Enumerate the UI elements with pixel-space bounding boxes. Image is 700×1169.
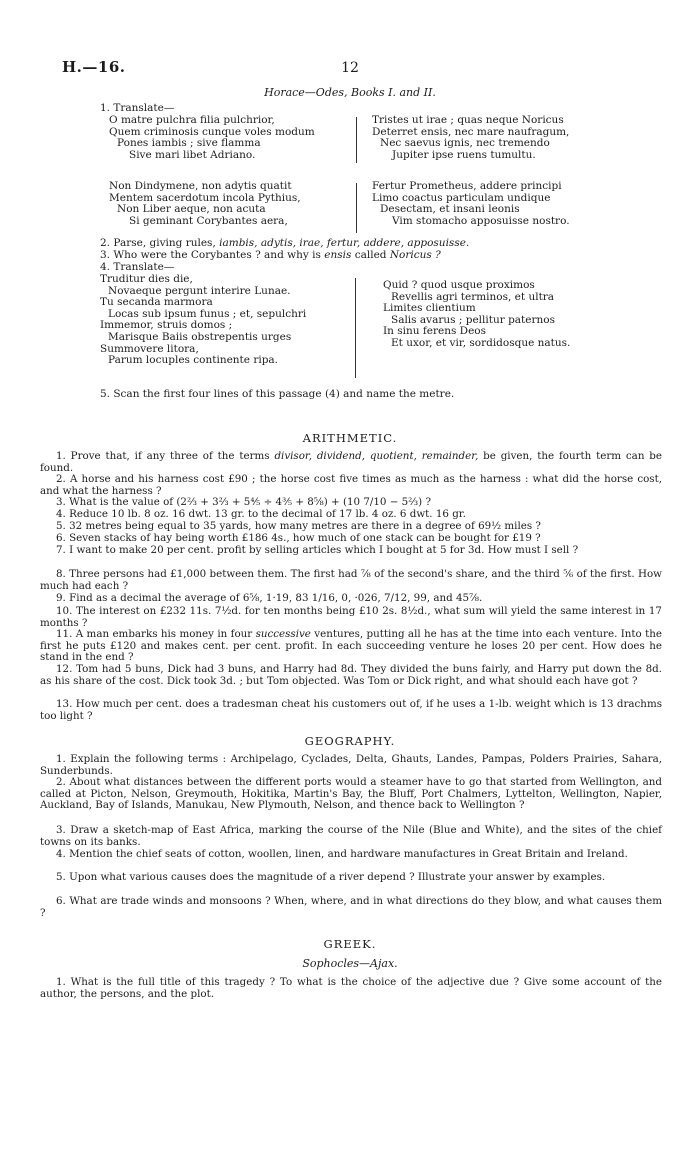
verse-line: Marisque Baiis obstrepentis urges xyxy=(108,330,292,343)
verse-line: Non Liber aeque, non acuta xyxy=(117,203,266,216)
arithmetic-q5: 5. 32 metres being equal to 35 yards, how many metres are there in a degree of 69½ miles ? xyxy=(56,520,541,532)
geography-q3: 3. Draw a sketch-map of East Africa, marking the course of the Nile (Blue and White), and the sites of the chief towns on its banks. xyxy=(40,824,662,848)
latin-stanza1-right xyxy=(372,115,612,161)
column-divider xyxy=(356,117,357,163)
verse-line: Desectam, et insani leonis xyxy=(380,203,520,216)
arithmetic-q13: 13. How much per cent. does a tradesman cheat his customers out of, if he uses a 1-lb. weight which is 13 drachms too light ? xyxy=(40,698,662,722)
geography-q6: 6. What are trade winds and monsoons ? When, where, and in what directions do they blow, and what causes them ? xyxy=(40,895,662,919)
latin-q5: 5. Scan the first four lines of this passage (4) and name the metre. xyxy=(100,388,455,400)
latin-stanza2-left xyxy=(109,181,349,227)
geography-q4: 4. Mention the chief seats of cotton, woollen, linen, and hardware manufactures in Great Britain and Ireland. xyxy=(56,848,628,860)
arithmetic-q12: 12. Tom had 5 buns, Dick had 3 buns, and Harry had 8d. They divided the buns fairly, and Harry put down the 8d. as his share of the cost. Dick took 3d. ; but Tom objected. Was Tom or Dick right, and what should each have got ? xyxy=(40,663,662,687)
arithmetic-q3: 3. What is the value of (2⅔ + 3⅔ + 5⅘ ÷ 4⅗ + 8⅝) + (10 7/10 − 5⅔) ? xyxy=(56,496,431,508)
page-number: 12 xyxy=(341,60,359,76)
verse-line: Non Dindymene, non adytis quatit xyxy=(109,180,292,192)
verse-line: Deterret ensis, nec mare naufragum, xyxy=(372,125,570,138)
greek-q1: 1. What is the full title of this tragedy ? To what is the choice of the adjective due ? Give some account of the author, the persons, and the plot. xyxy=(40,976,662,1000)
arithmetic-heading: ARITHMETIC. xyxy=(302,431,398,445)
arithmetic-q9: 9. Find as a decimal the average of 6⅝, 1·19, 83 1/16, 0, ·026, 7/12, 99, and 45⅞. xyxy=(56,592,483,604)
verse-line: Locas sub ipsum funus ; et, sepulchri xyxy=(108,307,307,320)
verse-line: Immemor, struis domos ; xyxy=(100,319,233,332)
geography-heading: GEOGRAPHY. xyxy=(304,734,396,748)
arithmetic-q7: 7. I want to make 20 per cent. profit by selling articles which I bought at 5 for 3d. How must I sell ? xyxy=(56,544,579,556)
verse-line: O matre pulchra filia pulchrior, xyxy=(109,114,275,126)
latin-q1-label: 1. Translate— xyxy=(100,102,175,114)
arithmetic-q10: 10. The interest on £232 11s. 7½d. for ten months being £10 2s. 8½d., what sum will yield the same interest in 17 months ? xyxy=(40,605,662,629)
latin-stanza1-left xyxy=(109,115,349,161)
verse-line: Parum locuples continente ripa. xyxy=(108,354,279,367)
arithmetic-q11: 11. A man embarks his money in four successive ventures, putting all he has at the time into each venture. Into the first he puts £120 and makes cent. per cent. profit. In each succeeding venture he loses 20 per cent. How does he stand in the end ? xyxy=(40,628,662,663)
latin-subtitle: Horace—Odes, Books I. and II. xyxy=(264,86,436,99)
verse-line: Quid ? quod usque proximos xyxy=(383,279,535,291)
verse-line: Revellis agri terminos, et ultra xyxy=(391,290,555,303)
geography-q5: 5. Upon what various causes does the magnitude of a river depend ? Illustrate your answer by examples. xyxy=(56,871,606,883)
verse-line: Quem criminosis cunque voles modum xyxy=(109,125,315,138)
latin-stanza3-right xyxy=(383,280,643,350)
verse-line: Fertur Prometheus, addere principi xyxy=(372,180,562,192)
verse-line: Limo coactus particulam undique xyxy=(372,191,551,204)
document-reference: H.—16. xyxy=(62,58,126,76)
verse-line: Sive mari libet Adriano. xyxy=(129,148,256,161)
geography-q1: 1. Explain the following terms : Archipelago, Cyclades, Delta, Ghauts, Landes, Pampas, Polders Prairies, Sahara, Sunderbunds. xyxy=(40,753,662,777)
verse-line: Summovere litora, xyxy=(100,342,199,355)
column-divider xyxy=(356,183,357,233)
verse-line: Tristes ut irae ; quas neque Noricus xyxy=(372,114,564,126)
verse-line: Vim stomacho apposuisse nostro. xyxy=(392,214,570,227)
latin-q3: 3. Who were the Corybantes ? and why is ensis called Noricus ? xyxy=(100,249,441,261)
latin-q2: 2. Parse, giving rules, iambis, adytis, irae, fertur, addere, apposuisse. xyxy=(100,237,470,249)
latin-stanza2-right xyxy=(372,181,632,227)
column-divider xyxy=(355,278,356,378)
verse-line: Nec saevus ignis, nec tremendo xyxy=(380,137,550,150)
greek-heading: GREEK. xyxy=(323,937,377,951)
verse-line: In sinu ferens Deos xyxy=(383,325,487,338)
latin-stanza3-left xyxy=(100,274,350,367)
arithmetic-q2: 2. A horse and his harness cost £90 ; the horse cost five times as much as the harness : what did the horse cost, and what the harness ? xyxy=(40,473,662,497)
verse-line: Et uxor, et vir, sordidosque natus. xyxy=(391,336,571,349)
latin-q4-label: 4. Translate— xyxy=(100,261,175,273)
arithmetic-q4: 4. Reduce 10 lb. 8 oz. 16 dwt. 13 gr. to the decimal of 17 lb. 4 oz. 6 dwt. 16 gr. xyxy=(56,508,466,520)
greek-subtitle: Sophocles—Ajax. xyxy=(302,957,398,970)
arithmetic-q6: 6. Seven stacks of hay being worth £186 4s., how much of one stack can be bought for £19 ? xyxy=(56,532,541,544)
arithmetic-q8: 8. Three persons had £1,000 between them. The first had ⅞ of the second's share, and the third ⅚ of the first. How much had each ? xyxy=(40,568,662,592)
verse-line: Limites clientium xyxy=(383,302,476,315)
verse-line: Truditur dies die, xyxy=(100,273,193,285)
verse-line: Salis avarus ; pellitur paternos xyxy=(391,313,555,326)
verse-line: Jupiter ipse ruens tumultu. xyxy=(392,148,536,161)
verse-line: Pones iambis ; sive flamma xyxy=(117,137,261,150)
verse-line: Mentem sacerdotum incola Pythius, xyxy=(109,191,301,204)
geography-q2: 2. About what distances between the different ports would a steamer have to go that started from Wellington, and called at Picton, Nelson, Greymouth, Hokitika, Martin's Bay, the Bluff, Port Chalmers, Lyttelton, Wellington, Napier, Auckland, Bay of Islands, Manukau, New Plymouth, Nelson, and thence back to Wellington ? xyxy=(40,776,662,811)
arithmetic-q1: 1. Prove that, if any three of the terms divisor, dividend, quotient, remainder, be given, the fourth term can be found. xyxy=(40,450,662,474)
verse-line: Novaeque pergunt interire Lunae. xyxy=(108,284,291,297)
verse-line: Si geminant Corybantes aera, xyxy=(129,214,288,227)
verse-line: Tu secanda marmora xyxy=(100,296,213,309)
